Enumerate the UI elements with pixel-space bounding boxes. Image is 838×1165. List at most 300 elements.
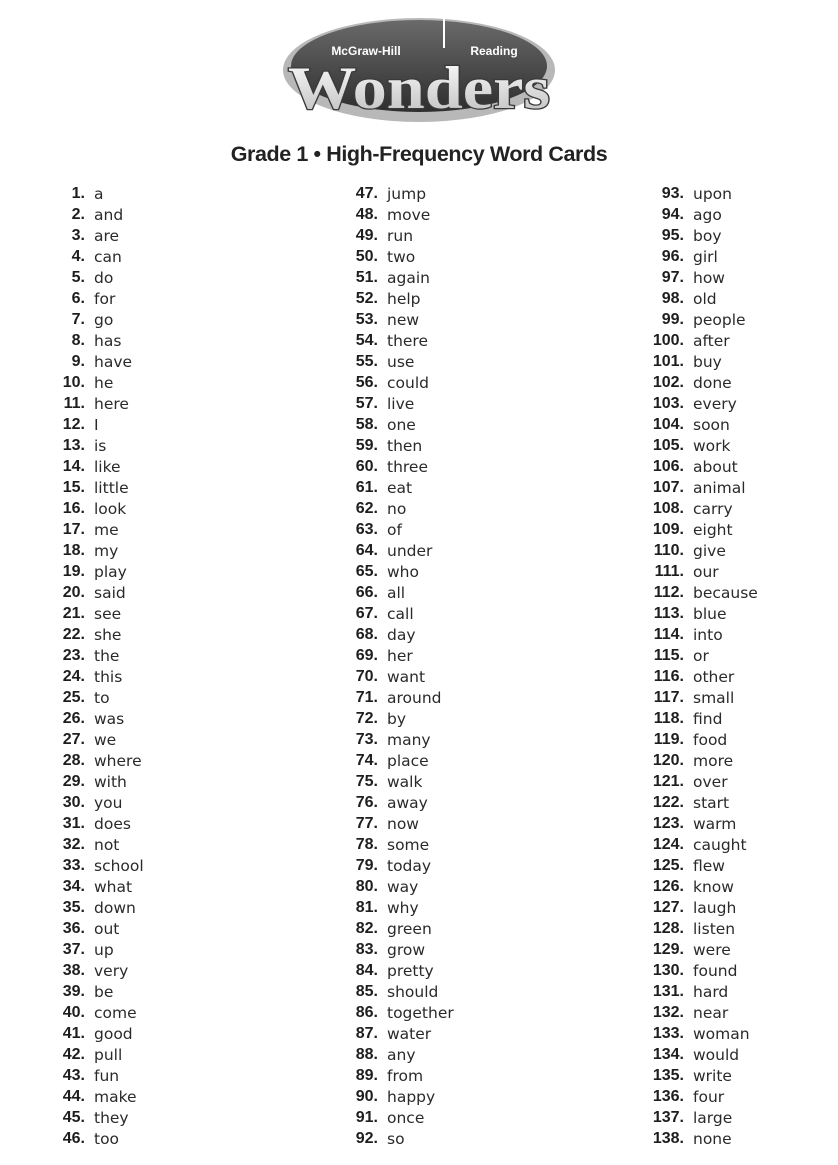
word-number: 110. [653,541,684,559]
word-text: small [693,688,735,707]
word-list-item [50,477,144,498]
word-text: people [693,310,746,329]
word-text: this [94,667,123,686]
word-text: live [387,394,415,413]
word-list-item [50,750,144,771]
word-number: 26. [62,709,85,727]
word-text: out [94,919,120,938]
word-list-item [50,813,144,834]
word-list-item [343,771,454,792]
word-text: found [693,961,738,980]
word-list-item [50,183,144,204]
word-text: buy [693,352,722,371]
word-list-item [343,855,454,876]
word-number: 67. [355,604,378,622]
word-number: 101. [652,352,684,370]
word-list-item [50,1107,144,1128]
word-text: water [387,1024,432,1043]
word-list-item [50,1086,144,1107]
word-text: because [693,583,758,602]
word-number: 55. [355,352,378,370]
word-list-item [643,582,758,603]
word-list-item [343,1023,454,1044]
word-text: together [387,1003,454,1022]
word-number: 98. [661,289,684,307]
word-number: 107. [652,478,684,496]
word-list-item [643,456,758,477]
word-text: eat [387,478,413,497]
word-text: go [94,310,114,329]
word-list-item [643,393,758,414]
word-list-item [50,498,144,519]
word-list-item [643,603,758,624]
word-number: 92. [355,1129,378,1147]
logo-wonders-text: Wonders [288,55,550,121]
word-text: none [693,1129,732,1148]
word-text: to [94,688,110,707]
word-list-item [643,687,758,708]
word-number: 15. [62,478,85,496]
word-list-item [343,540,454,561]
word-list-item [50,1044,144,1065]
word-text: four [693,1087,725,1106]
word-number: 9. [71,352,85,370]
word-number: 53. [355,310,378,328]
word-text: way [387,877,419,896]
word-number: 134. [652,1045,684,1063]
word-list-item [343,309,454,330]
word-number: 2. [71,205,85,223]
word-list-item [643,1128,758,1149]
word-number: 69. [355,646,378,664]
word-number: 87. [355,1024,378,1042]
word-text: one [387,415,416,434]
word-text: woman [693,1024,750,1043]
logo-brand-text: McGraw-Hill [331,44,401,58]
word-text: with [94,772,127,791]
word-list-item [343,582,454,603]
word-list-item [343,561,454,582]
word-number: 60. [355,457,378,475]
word-number: 12. [62,415,85,433]
word-number: 17. [62,520,85,538]
word-text: place [387,751,429,770]
word-number: 54. [355,331,378,349]
word-number: 109. [652,520,684,538]
word-number: 88. [355,1045,378,1063]
word-list-item [50,918,144,939]
word-list-item [50,393,144,414]
word-number: 23. [62,646,85,664]
word-list-item [50,309,144,330]
word-number: 95. [661,226,684,244]
word-text: help [387,289,421,308]
word-text: was [94,709,125,728]
word-text: little [94,478,129,497]
word-text: why [387,898,419,917]
word-list-item [343,750,454,771]
word-number: 46. [62,1129,85,1147]
word-text: here [94,394,129,413]
word-list-item [50,372,144,393]
word-text: some [387,835,430,854]
word-list-item [343,1002,454,1023]
word-text: so [387,1129,405,1148]
word-number: 85. [355,982,378,1000]
word-text: look [94,499,127,518]
word-number: 29. [62,772,85,790]
word-list-item [343,624,454,645]
word-number: 36. [62,919,85,937]
word-text: many [387,730,431,749]
word-number: 124. [652,835,684,853]
word-list-item [50,834,144,855]
word-number: 19. [62,562,85,580]
word-number: 11. [63,394,85,412]
word-list-item [50,582,144,603]
word-list-item [643,771,758,792]
word-number: 49. [355,226,378,244]
word-text: are [94,226,120,245]
word-number: 73. [355,730,378,748]
word-list-item [343,1044,454,1065]
word-number: 32. [62,835,85,853]
word-list-item [343,729,454,750]
word-text: upon [693,184,732,203]
word-number: 122. [652,793,684,811]
word-text: soon [693,415,730,434]
word-number: 105. [652,436,684,454]
word-list-item [643,834,758,855]
word-text: again [387,268,430,287]
word-list-item [643,645,758,666]
word-number: 129. [652,940,684,958]
word-number: 68. [355,625,378,643]
word-text: I [94,415,99,434]
word-list-item [50,351,144,372]
word-number: 117. [653,688,684,706]
word-number: 57. [355,394,378,412]
word-number: 133. [652,1024,684,1042]
word-list-item [343,918,454,939]
word-text: can [94,247,122,266]
word-text: up [94,940,114,959]
word-text: for [94,289,116,308]
word-number: 22. [62,625,85,643]
word-list-item [343,666,454,687]
word-number: 37. [62,940,85,958]
word-number: 25. [62,688,85,706]
word-list-item [343,1086,454,1107]
word-list-item [343,456,454,477]
word-number: 127. [652,898,684,916]
word-number: 71. [355,688,378,706]
word-list-item [50,330,144,351]
word-list-item [643,1086,758,1107]
word-list-item [343,204,454,225]
word-text: write [693,1066,732,1085]
word-number: 35. [62,898,85,916]
word-text: hard [693,982,729,1001]
word-text: by [387,709,407,728]
word-list-item [343,897,454,918]
word-number: 40. [62,1003,85,1021]
word-list-item [643,351,758,372]
word-number: 6. [71,289,85,307]
word-text: make [94,1087,137,1106]
word-number: 5. [71,268,85,286]
word-text: school [94,856,144,875]
word-list-item [50,1128,144,1149]
word-number: 34. [62,877,85,895]
word-list-item [343,498,454,519]
word-text: two [387,247,416,266]
word-list-item [343,876,454,897]
word-list-item [50,1023,144,1044]
word-number: 72. [355,709,378,727]
word-text: like [94,457,121,476]
word-text: be [94,982,114,1001]
word-number: 20. [62,583,85,601]
word-number: 112. [653,583,684,601]
word-list-item [643,309,758,330]
word-text: animal [693,478,746,497]
word-number: 21. [62,604,85,622]
word-text: is [94,436,107,455]
word-number: 138. [652,1129,684,1147]
word-number: 31. [62,814,85,832]
word-number: 59. [355,436,378,454]
word-text: play [94,562,127,581]
word-text: then [387,436,423,455]
word-number: 136. [652,1087,684,1105]
word-text: too [94,1129,120,1148]
word-number: 74. [355,751,378,769]
word-number: 16. [62,499,85,517]
word-text: walk [387,772,423,791]
word-text: boy [693,226,722,245]
word-text: how [693,268,725,287]
word-text: done [693,373,732,392]
word-number: 42. [62,1045,85,1063]
word-text: were [693,940,731,959]
word-list-item [50,687,144,708]
word-text: jump [387,184,427,203]
word-number: 116. [653,667,684,685]
word-list-item [343,414,454,435]
word-text: three [387,457,429,476]
word-text: use [387,352,415,371]
word-list-item [50,729,144,750]
word-number: 90. [355,1087,378,1105]
word-text: now [387,814,419,833]
word-text: her [387,646,413,665]
word-column-3 [643,183,758,1149]
word-list-item [643,414,758,435]
word-number: 111. [654,562,684,580]
word-number: 82. [355,919,378,937]
word-number: 128. [652,919,684,937]
word-number: 78. [355,835,378,853]
word-text: all [387,583,406,602]
word-text: under [387,541,433,560]
word-text: our [693,562,719,581]
word-number: 44. [62,1087,85,1105]
word-text: girl [693,247,718,266]
word-number: 89. [355,1066,378,1084]
word-list-item [643,498,758,519]
word-list-item [643,519,758,540]
word-text: could [387,373,429,392]
word-number: 48. [355,205,378,223]
word-number: 10. [62,373,85,391]
word-number: 108. [652,499,684,517]
word-list-item [50,519,144,540]
word-number: 27. [62,730,85,748]
word-number: 86. [355,1003,378,1021]
word-list-item [343,183,454,204]
word-number: 83. [355,940,378,958]
word-list-item [50,267,144,288]
word-number: 7. [71,310,85,328]
word-text: very [94,961,129,980]
word-text: give [693,541,726,560]
word-list-item [50,981,144,1002]
word-list-item [50,939,144,960]
word-list-item [50,855,144,876]
word-text: my [94,541,119,560]
word-list-item [343,960,454,981]
word-number: 66. [355,583,378,601]
word-text: warm [693,814,737,833]
word-list-item [50,603,144,624]
word-text: the [94,646,120,665]
word-text: see [94,604,122,623]
word-text: old [693,289,717,308]
word-list-item [643,624,758,645]
word-text: laugh [693,898,737,917]
word-text: should [387,982,439,1001]
word-text: near [693,1003,729,1022]
word-number: 79. [355,856,378,874]
word-list-item [643,477,758,498]
logo-reading-text: Reading [470,44,518,58]
word-text: carry [693,499,733,518]
word-number: 121. [652,772,684,790]
word-text: does [94,814,131,833]
word-text: and [94,205,124,224]
word-text: call [387,604,414,623]
word-text: not [94,835,120,854]
word-list-item [643,1044,758,1065]
word-text: blue [693,604,727,623]
word-list-item [343,813,454,834]
word-list-item [643,876,758,897]
word-list-item [343,834,454,855]
word-list-item [50,561,144,582]
word-list-item [643,204,758,225]
word-number: 63. [355,520,378,538]
word-list-item [343,1128,454,1149]
word-list-item [643,750,758,771]
word-number: 8. [71,331,85,349]
word-list-item [50,435,144,456]
word-list-item [50,771,144,792]
word-text: move [387,205,431,224]
word-text: pull [94,1045,123,1064]
word-list-item [343,330,454,351]
word-list-item [50,645,144,666]
word-list-item [643,1002,758,1023]
word-list-item [643,435,758,456]
word-text: around [387,688,442,707]
word-number: 115. [653,646,684,664]
word-number: 123. [652,814,684,832]
word-text: ago [693,205,722,224]
word-text: any [387,1045,416,1064]
word-number: 75. [355,772,378,790]
word-list-item [343,792,454,813]
word-text: away [387,793,428,812]
word-list-item [643,939,758,960]
word-text: about [693,457,738,476]
word-number: 102. [652,373,684,391]
word-text: fun [94,1066,120,1085]
word-number: 81. [355,898,378,916]
word-text: eight [693,520,733,539]
word-text: you [94,793,123,812]
word-list-item [643,561,758,582]
word-list-item [643,183,758,204]
word-list-item [343,225,454,246]
word-list-item [50,960,144,981]
word-list-item [343,246,454,267]
word-list-item [343,645,454,666]
word-number: 76. [355,793,378,811]
word-number: 114. [653,625,684,643]
word-number: 131. [652,982,684,1000]
word-list-item [643,267,758,288]
word-number: 58. [355,415,378,433]
word-list-item [643,897,758,918]
word-list-item [643,666,758,687]
word-number: 130. [652,961,684,979]
word-text: do [94,268,114,287]
word-list-item [50,666,144,687]
word-number: 118. [653,709,684,727]
word-list-item [643,1107,758,1128]
word-list-item [343,981,454,1002]
word-list-item [343,519,454,540]
word-text: after [693,331,730,350]
word-list-item [50,456,144,477]
word-list-item [343,1065,454,1086]
word-number: 132. [652,1003,684,1021]
word-text: or [693,646,709,665]
word-list-item [643,918,758,939]
word-number: 70. [355,667,378,685]
word-number: 80. [355,877,378,895]
word-text: over [693,772,728,791]
word-text: know [693,877,734,896]
word-list-item [643,981,758,1002]
word-number: 103. [652,394,684,412]
word-list-item [343,267,454,288]
word-text: once [387,1108,425,1127]
word-number: 4. [71,247,85,265]
word-number: 91. [355,1108,378,1126]
word-number: 96. [661,247,684,265]
